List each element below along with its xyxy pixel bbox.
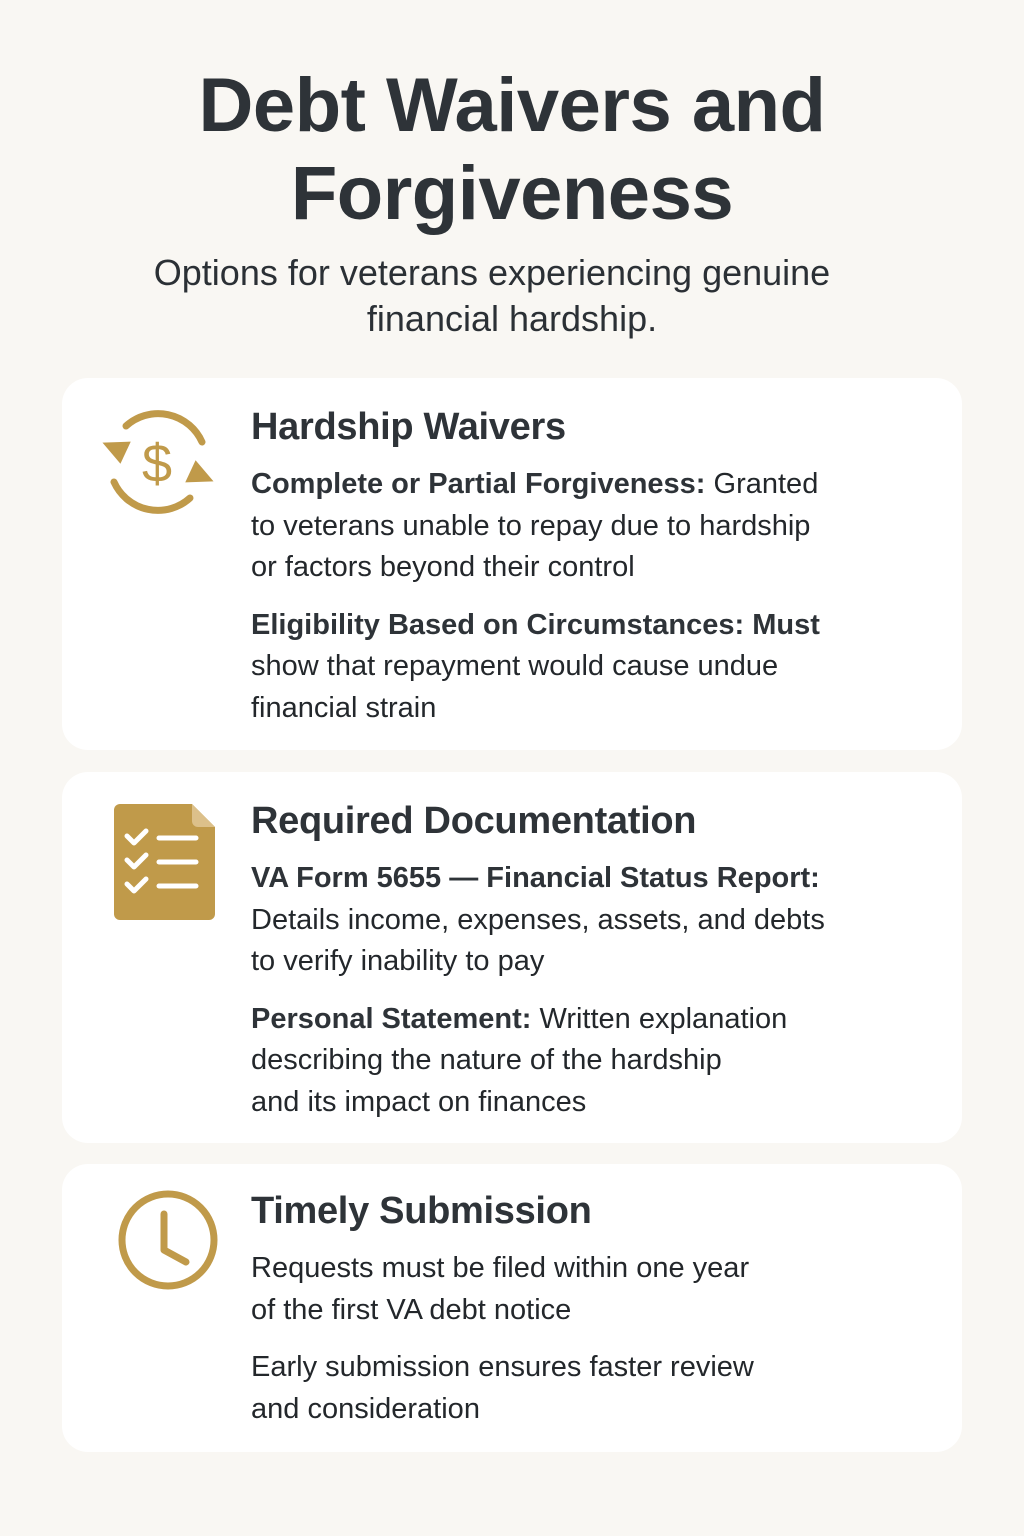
item-text-line: Details income, expenses, assets, and debts [251,903,825,936]
card-body [251,798,922,1123]
item-text-line: Requests must be filed within one year [251,1252,750,1284]
item-text-line: show that repayment would cause undue [251,650,779,682]
card-title: Required Documentation [251,800,697,842]
item-va-form-5655 [251,858,922,983]
item-eligibility-circumstances [251,605,922,730]
card-hardship-waivers [62,378,962,750]
document-checklist-icon [114,804,216,920]
card-body [251,404,922,729]
card-title: Hardship Waivers [251,406,566,448]
item-label: Personal Statement: [251,1002,532,1035]
card-required-documentation [62,772,962,1143]
card-timely-submission [62,1164,962,1452]
item-text-line: and its impact on finances [251,1085,587,1118]
page-subtitle-line-1: Options for veterans experiencing genuine [153,252,831,293]
page-title [0,62,1024,238]
item-personal-statement [251,999,922,1124]
item-text-line: describing the nature of the hardship [251,1044,722,1076]
item-label: Eligibility Based on Circumstances: [251,608,745,641]
clock-icon [116,1188,220,1292]
item-filing-deadline [251,1248,922,1331]
item-label: Complete or Partial Forgiveness: [251,468,706,500]
page-title-line-2: Forgiveness [290,151,734,236]
svg-text:$: $ [141,434,173,494]
item-text-line: Must [752,608,820,641]
item-text-line: Early submission ensures faster review [251,1351,754,1383]
page-subtitle [0,250,1024,342]
item-text-line: Written explanation [539,1002,788,1035]
card-title: Timely Submission [251,1190,592,1232]
dollar-cycle-icon [98,402,218,522]
card-body [251,1188,922,1430]
item-text-line: financial strain [251,691,437,724]
item-label: VA Form 5655 — Financial Status Report: [251,862,820,894]
item-early-submission [251,1347,922,1430]
page-title-line-1: Debt Waivers and [198,63,826,148]
item-text-line: and consideration [251,1392,480,1425]
page-subtitle-line-2: financial hardship. [366,298,658,339]
item-text-line: of the first VA debt notice [251,1293,572,1326]
item-text-line: to veterans unable to repay due to hardship [251,509,811,542]
item-complete-partial-forgiveness [251,464,922,589]
item-text-line: or factors beyond their control [251,551,635,583]
item-text-line: to verify inability to pay [251,945,545,977]
item-text-line: Granted [713,468,819,500]
